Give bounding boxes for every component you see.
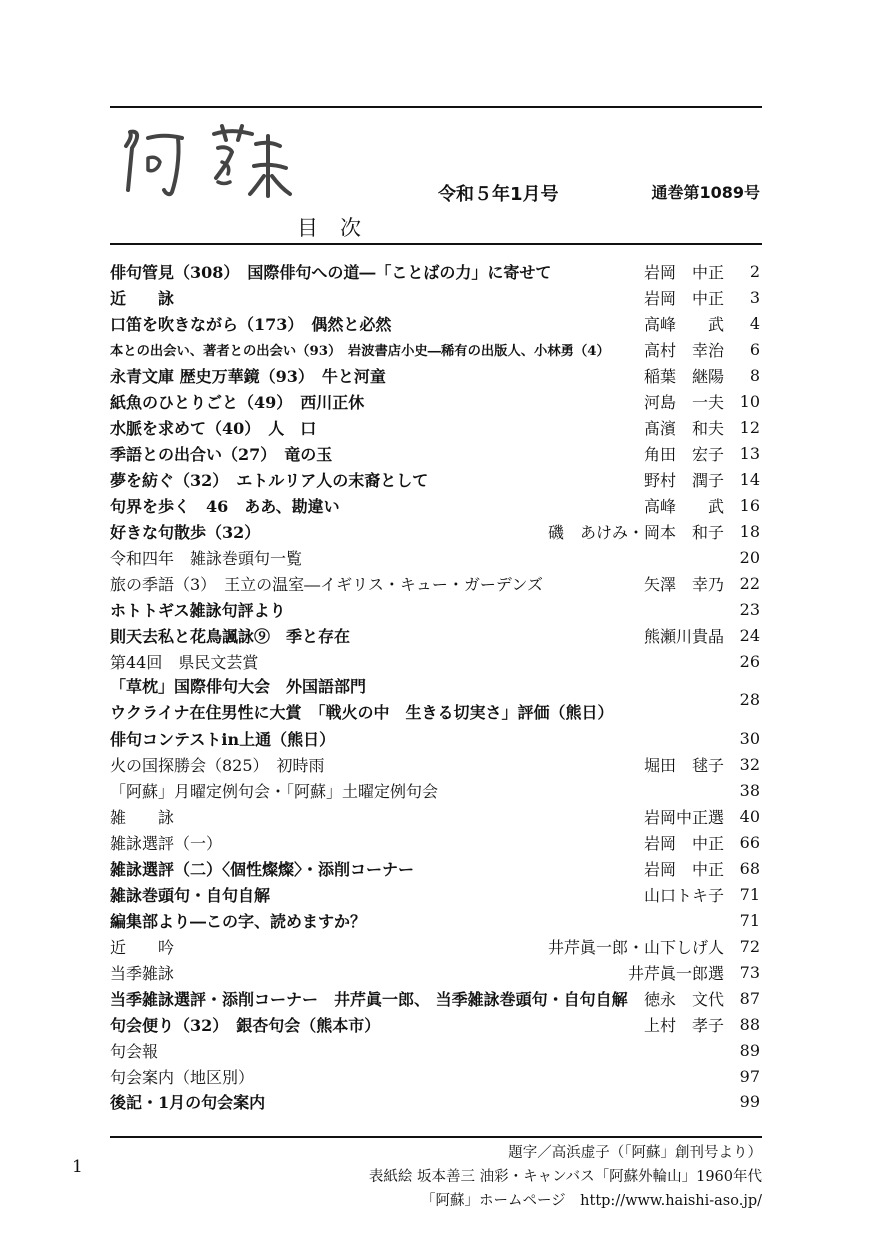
toc-entry bbox=[110, 467, 760, 493]
toc-entry bbox=[110, 1037, 760, 1063]
calligraphy-logo-drawing bbox=[118, 118, 308, 204]
toc-entry-page: 24 bbox=[739, 625, 760, 645]
toc-entry-title bbox=[110, 286, 644, 309]
toc-entry bbox=[110, 1011, 760, 1037]
toc-entry-page: 68 bbox=[739, 859, 760, 879]
toc-entry-page: 8 bbox=[749, 366, 760, 386]
toc-entry bbox=[110, 752, 760, 778]
toc-entry-title-line: 雑詠選評（二）〈個性燦燦〉・添削コーナー bbox=[110, 860, 415, 880]
toc-entry bbox=[110, 337, 760, 363]
toc-entry-page: 23 bbox=[739, 599, 760, 619]
toc-entry-title-line: 紙魚のひとりごと（49） 西川正休 bbox=[110, 393, 365, 413]
page-number: 1 bbox=[72, 1157, 83, 1177]
credits bbox=[369, 1141, 762, 1213]
toc-entry-title-line: 好きな句散歩（32） bbox=[110, 522, 261, 542]
toc-entry-title-line: 当季雑詠選評・添削コーナー 井芹眞一郎、 当季雑詠巻頭句・自句自解 bbox=[110, 989, 628, 1009]
toc-entry-author: 岩岡 中正 bbox=[643, 860, 724, 880]
toc-entry-title bbox=[110, 831, 644, 854]
toc-entry-author: 岩岡 中正 bbox=[643, 289, 724, 309]
toc-entry-page: 20 bbox=[739, 547, 760, 567]
toc-entry-title-line: 句会案内（地区別） bbox=[110, 1067, 255, 1087]
toc-entry-author: 河島 一夫 bbox=[643, 393, 724, 413]
toc-entry-page: 87 bbox=[739, 988, 760, 1008]
toc-entry-title-line: ウクライナ在住男性に大賞 「戦火の中 生きる切実さ」評価（熊日） bbox=[110, 702, 614, 722]
toc-entry-title bbox=[110, 494, 644, 517]
toc-entry-author: 上村 孝子 bbox=[643, 1015, 724, 1035]
toc-entry-title bbox=[110, 598, 724, 621]
toc-entry-title bbox=[110, 390, 644, 413]
toc-entry bbox=[110, 830, 760, 856]
toc-entry bbox=[110, 726, 760, 752]
toc-entry-title-line: 雑詠選評（一） bbox=[110, 834, 223, 854]
toc-entry-author: 矢澤 幸乃 bbox=[643, 574, 724, 594]
toc-entry-author: 高峰 武 bbox=[643, 315, 724, 335]
toc-entry bbox=[110, 933, 760, 959]
toc-entry-title bbox=[110, 857, 644, 880]
toc-entry-page: 3 bbox=[749, 288, 760, 308]
toc-entry-title-line: 雑 詠 bbox=[110, 808, 175, 828]
toc-entry bbox=[110, 518, 760, 544]
toc-entry-title bbox=[110, 260, 644, 283]
toc-entry-title-line: 近 詠 bbox=[110, 289, 175, 309]
toc-entry-author: 山口トキ子 bbox=[643, 885, 724, 905]
aso-calligraphy-logo bbox=[118, 118, 308, 204]
toc-entry-title bbox=[110, 546, 724, 569]
toc-entry-title-line: 「阿蘇」月曜定例句会・「阿蘇」土曜定例句会 bbox=[110, 782, 439, 802]
toc-entry-title bbox=[110, 727, 724, 750]
toc-entry-page: 16 bbox=[739, 495, 760, 515]
toc-entry-author: 野村 潤子 bbox=[643, 470, 724, 490]
toc-entry-author: 角田 宏子 bbox=[643, 445, 724, 465]
toc-entry-title bbox=[110, 674, 724, 726]
toc-entry-page: 30 bbox=[739, 729, 760, 749]
toc-entry-page: 4 bbox=[749, 314, 760, 334]
volume-number: 通巻第1089号 bbox=[651, 183, 760, 202]
toc-entry-title-line: 句会便り（32） 銀杏句会（熊本市） bbox=[110, 1015, 381, 1035]
bottom-rule bbox=[110, 1136, 762, 1138]
toc-entry-page: 32 bbox=[739, 755, 760, 775]
toc-entry-title-line: 俳句コンテストin上通（熊日） bbox=[110, 730, 336, 750]
toc-entry-author: 岩岡中正選 bbox=[643, 808, 724, 828]
toc-entry-page: 26 bbox=[739, 651, 760, 671]
toc-entry-title-line: 第44回 県民文芸賞 bbox=[110, 652, 259, 672]
toc-entry-author: 井芹眞一郎・山下しげ人 bbox=[547, 937, 724, 957]
toc-entry bbox=[110, 674, 760, 726]
toc-entry bbox=[110, 570, 760, 596]
toc-entry-title-line: 近 吟 bbox=[110, 937, 175, 957]
toc-entry-page: 14 bbox=[739, 469, 760, 489]
toc-entry-title bbox=[110, 987, 644, 1010]
toc-entry-title-line: 「草枕」国際俳句大会 外国語部門 bbox=[110, 677, 367, 696]
toc-entry bbox=[110, 985, 760, 1011]
header-rule bbox=[110, 243, 762, 245]
toc-entry-title bbox=[110, 1090, 724, 1113]
toc-entry-author: 高村 幸治 bbox=[643, 341, 724, 361]
toc-entry-author: 徳永 文代 bbox=[643, 989, 724, 1009]
toc-entry-title-line: 句会報 bbox=[110, 1041, 159, 1061]
toc-entry bbox=[110, 415, 760, 441]
toc-entry-page: 89 bbox=[739, 1040, 760, 1060]
toc-entry-title-line: 句界を歩く 46 ああ、勘違い bbox=[110, 496, 340, 516]
toc-entry-author: 堀田 毬子 bbox=[643, 756, 724, 776]
toc-entry bbox=[110, 492, 760, 518]
toc-entry-title-line: 旅の季語（3） 王立の温室―イギリス・キュー・ガーデンズ bbox=[110, 574, 544, 594]
toc-entry bbox=[110, 882, 760, 908]
toc-entry-title bbox=[110, 753, 644, 776]
toc-entry-title bbox=[110, 1039, 724, 1062]
toc-entry-title-line: 口笛を吹きながら（173） 偶然と必然 bbox=[110, 315, 392, 335]
toc-entry-title bbox=[110, 805, 644, 828]
toc-entry-page: 13 bbox=[739, 444, 760, 464]
toc-entry bbox=[110, 544, 760, 570]
toc-heading: 目次 bbox=[297, 216, 383, 240]
toc-entry-author: 髙濱 和夫 bbox=[643, 419, 724, 439]
toc-entry-author: 熊瀬川貴晶 bbox=[643, 626, 724, 646]
toc-entry bbox=[110, 907, 760, 933]
toc-entry-page: 6 bbox=[749, 340, 760, 360]
toc-entry-title-line: 本との出会い、著者との出会い（93） 岩波書店小史―稀有の出版人、小林勇（4） bbox=[110, 344, 610, 360]
toc-entry-title bbox=[110, 572, 644, 595]
toc-entry-page: 2 bbox=[749, 262, 760, 282]
toc-entry bbox=[110, 311, 760, 337]
credit-line-calligraphy: 題字／高浜虚子（「阿蘇」創刊号より） bbox=[508, 1145, 762, 1161]
toc-entry bbox=[110, 596, 760, 622]
toc-entry-page: 22 bbox=[739, 573, 760, 593]
toc-entry bbox=[110, 804, 760, 830]
toc-entry-title bbox=[110, 312, 644, 335]
toc-entry-page: 73 bbox=[739, 962, 760, 982]
toc-entry-author: 岩岡 中正 bbox=[643, 263, 724, 283]
top-rule bbox=[110, 106, 762, 108]
toc-entry-title-line: 編集部より―この字、読めますか？ bbox=[110, 911, 367, 931]
table-of-contents bbox=[110, 259, 760, 1115]
toc-entry-page: 28 bbox=[739, 690, 760, 710]
toc-entry bbox=[110, 959, 760, 985]
toc-entry-title bbox=[110, 520, 548, 543]
toc-entry-title bbox=[110, 961, 628, 984]
toc-entry-title bbox=[110, 650, 724, 673]
toc-entry-page: 38 bbox=[739, 781, 760, 801]
toc-entry-title-line: 季語との出合い（27） 竜の玉 bbox=[110, 445, 333, 465]
toc-entry-author: 井芹眞一郎選 bbox=[627, 963, 724, 983]
toc-entry bbox=[110, 778, 760, 804]
toc-entry-title bbox=[110, 1013, 644, 1036]
credit-line-cover: 表紙絵 坂本善三 油彩・キャンバス「阿蘇外輪山」1960年代 bbox=[368, 1169, 762, 1185]
toc-entry-title bbox=[110, 364, 644, 387]
toc-entry-author: 稲葉 継陽 bbox=[643, 367, 724, 387]
toc-entry-title-line: 雑詠巻頭句・自句自解 bbox=[110, 885, 271, 905]
toc-entry bbox=[110, 648, 760, 674]
toc-entry-title bbox=[110, 1065, 724, 1088]
toc-entry-title-line: 永青文庫 歴史万華鏡（93） 牛と河童 bbox=[110, 367, 386, 387]
toc-entry-title bbox=[110, 779, 724, 802]
toc-entry bbox=[110, 389, 760, 415]
toc-entry-title bbox=[110, 416, 644, 439]
toc-entry-title-line: 当季雑詠 bbox=[110, 963, 175, 983]
toc-entry-author: 岩岡 中正 bbox=[643, 834, 724, 854]
toc-entry-page: 97 bbox=[739, 1066, 760, 1086]
toc-entry-title-line: 水脈を求めて（40） 人 口 bbox=[110, 419, 317, 439]
toc-entry bbox=[110, 1089, 760, 1115]
toc-entry-title-line: 則天去私と花鳥諷詠⑨ 季と存在 bbox=[110, 626, 351, 646]
credit-line-homepage: 「阿蘇」ホームページ http://www.haishi-aso.jp/ bbox=[420, 1193, 762, 1209]
toc-entry bbox=[110, 622, 760, 648]
toc-entry-author: 磯 あけみ・岡本 和子 bbox=[547, 522, 724, 542]
toc-entry-page: 12 bbox=[739, 418, 760, 438]
toc-entry-title bbox=[110, 909, 724, 932]
toc-entry-title bbox=[110, 935, 548, 958]
toc-entry-page: 72 bbox=[739, 936, 760, 956]
toc-entry-title-line: 後記・1月の句会案内 bbox=[110, 1093, 266, 1113]
toc-entry-author: 高峰 武 bbox=[643, 496, 724, 516]
toc-entry-page: 18 bbox=[739, 521, 760, 541]
toc-entry-title-line: 火の国探勝会（825） 初時雨 bbox=[110, 756, 325, 776]
toc-entry-title-line: 令和四年 雑詠巻頭句一覧 bbox=[110, 548, 303, 568]
toc-entry-title bbox=[110, 883, 644, 906]
toc-entry-page: 88 bbox=[739, 1014, 760, 1034]
toc-entry-title bbox=[110, 624, 644, 647]
toc-entry bbox=[110, 856, 760, 882]
toc-entry-page: 99 bbox=[739, 1092, 760, 1112]
toc-entry bbox=[110, 259, 760, 285]
toc-entry-page: 71 bbox=[739, 884, 760, 904]
toc-entry-page: 40 bbox=[739, 807, 760, 827]
toc-entry bbox=[110, 441, 760, 467]
toc-entry-page: 66 bbox=[739, 833, 760, 853]
toc-entry bbox=[110, 285, 760, 311]
toc-entry bbox=[110, 1063, 760, 1089]
issue-date: 令和５年1月号 bbox=[438, 184, 559, 205]
toc-entry-title-line: ホトトギス雑詠句評より bbox=[110, 600, 286, 620]
toc-entry-page: 10 bbox=[739, 392, 760, 412]
toc-entry-title-line: 夢を紡ぐ（32） エトルリア人の末裔として bbox=[110, 470, 429, 490]
toc-entry-page: 71 bbox=[739, 910, 760, 930]
toc-entry-title-line: 俳句管見（308） 国際俳句への道―「ことばの力」に寄せて bbox=[110, 263, 552, 283]
toc-entry-title bbox=[110, 340, 644, 359]
toc-entry-title bbox=[110, 442, 644, 465]
toc-entry-title bbox=[110, 468, 644, 491]
toc-entry bbox=[110, 363, 760, 389]
